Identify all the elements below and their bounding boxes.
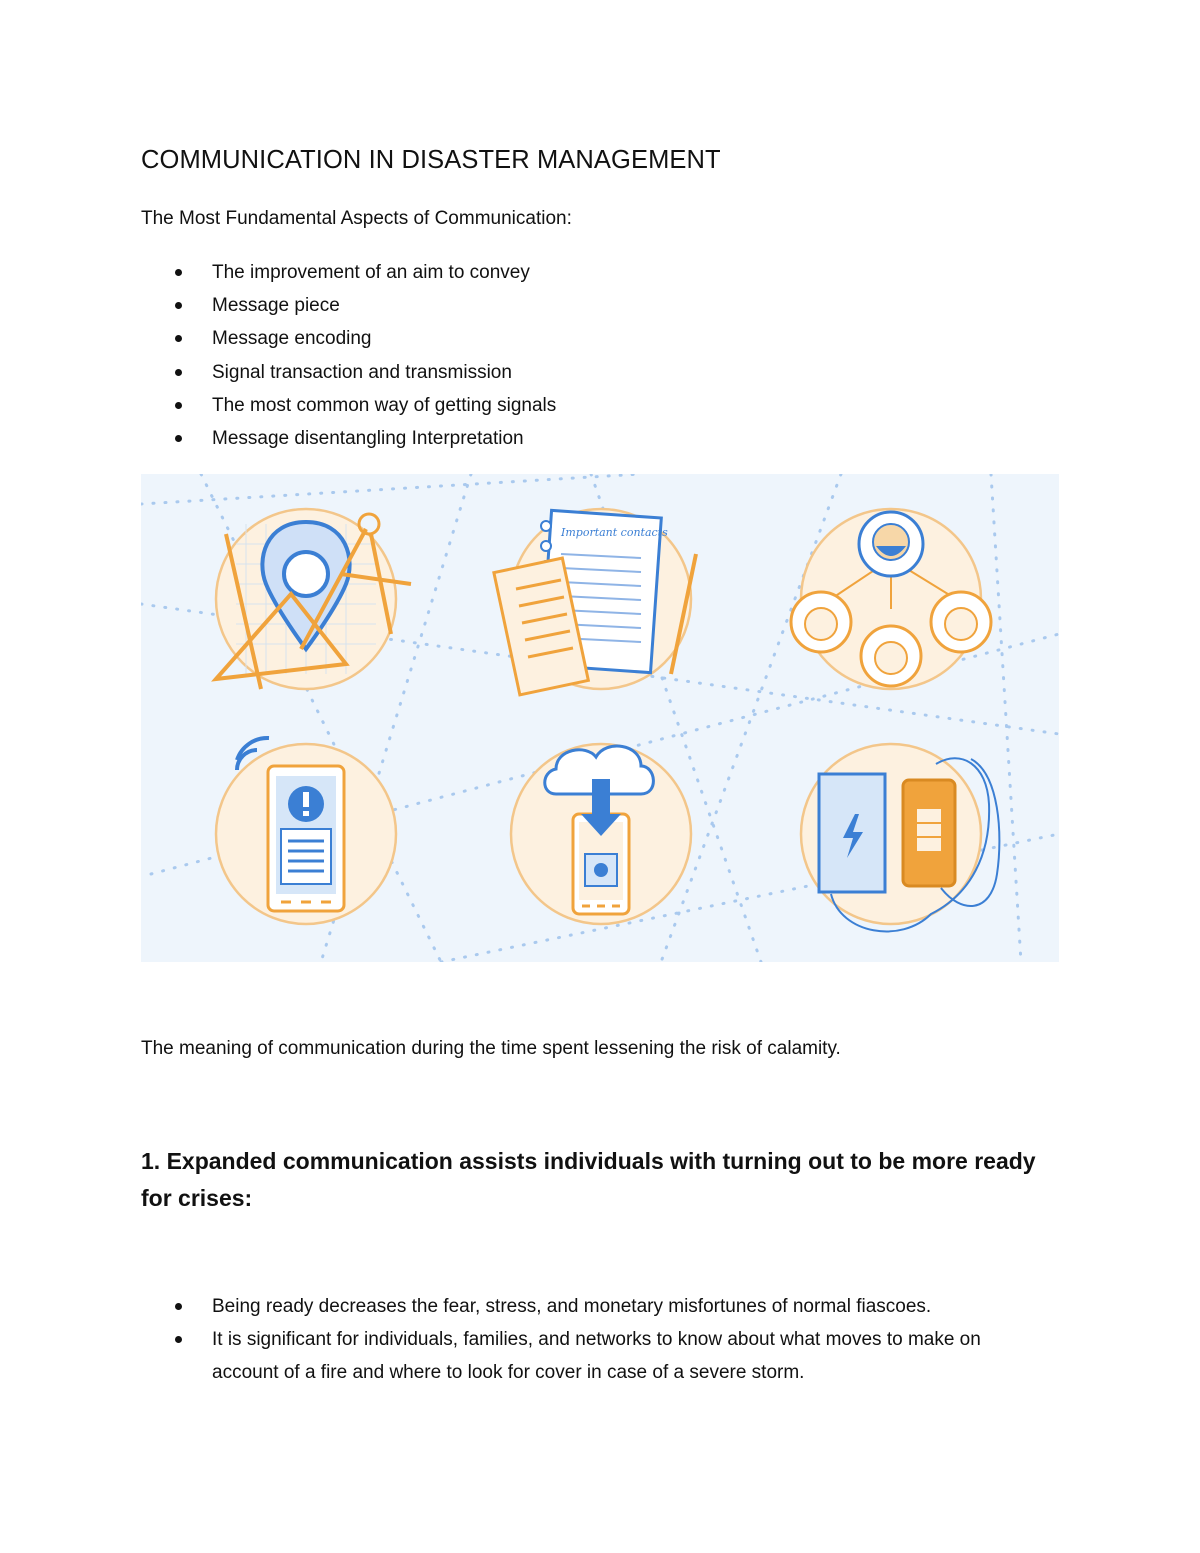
- list-item: The most common way of getting signals: [141, 389, 556, 422]
- communication-illustration: [141, 474, 1059, 962]
- contacts-list-icon: [494, 509, 696, 695]
- list-item: Message piece: [141, 289, 556, 322]
- cloud-download-phone-icon: [511, 744, 691, 924]
- aspects-list: [141, 256, 556, 455]
- phone-alert-icon: [216, 738, 396, 924]
- list-item: Signal transaction and transmission: [141, 356, 556, 389]
- list-item: Being ready decreases the fear, stress, and monetary misfortunes of normal fiascoes.: [141, 1290, 1041, 1323]
- section-1-heading: 1. Expanded communication assists individuals with turning out to be more ready for crises:: [141, 1148, 1036, 1211]
- list-item: It is significant for individuals, families, and networks to know about what moves to make on account of a fire and where to look for cover in case of a severe storm.: [141, 1323, 1041, 1389]
- list-item: The improvement of an aim to convey: [141, 256, 556, 289]
- aspects-intro: The Most Fundamental Aspects of Communication:: [141, 208, 572, 229]
- meaning-paragraph: The meaning of communication during the time spent lessening the risk of calamity.: [141, 1038, 841, 1059]
- map-pin-drafting-icon: [216, 509, 411, 689]
- contacts-heading: Important contacts: [561, 526, 668, 539]
- list-item: Message encoding: [141, 322, 556, 355]
- section-1-list: [141, 1290, 1041, 1390]
- power-bank-charging-icon: [801, 744, 999, 931]
- people-network-icon: [791, 509, 991, 689]
- list-item: Message disentangling Interpretation: [141, 422, 556, 455]
- page-title: COMMUNICATION IN DISASTER MANAGEMENT: [141, 146, 721, 174]
